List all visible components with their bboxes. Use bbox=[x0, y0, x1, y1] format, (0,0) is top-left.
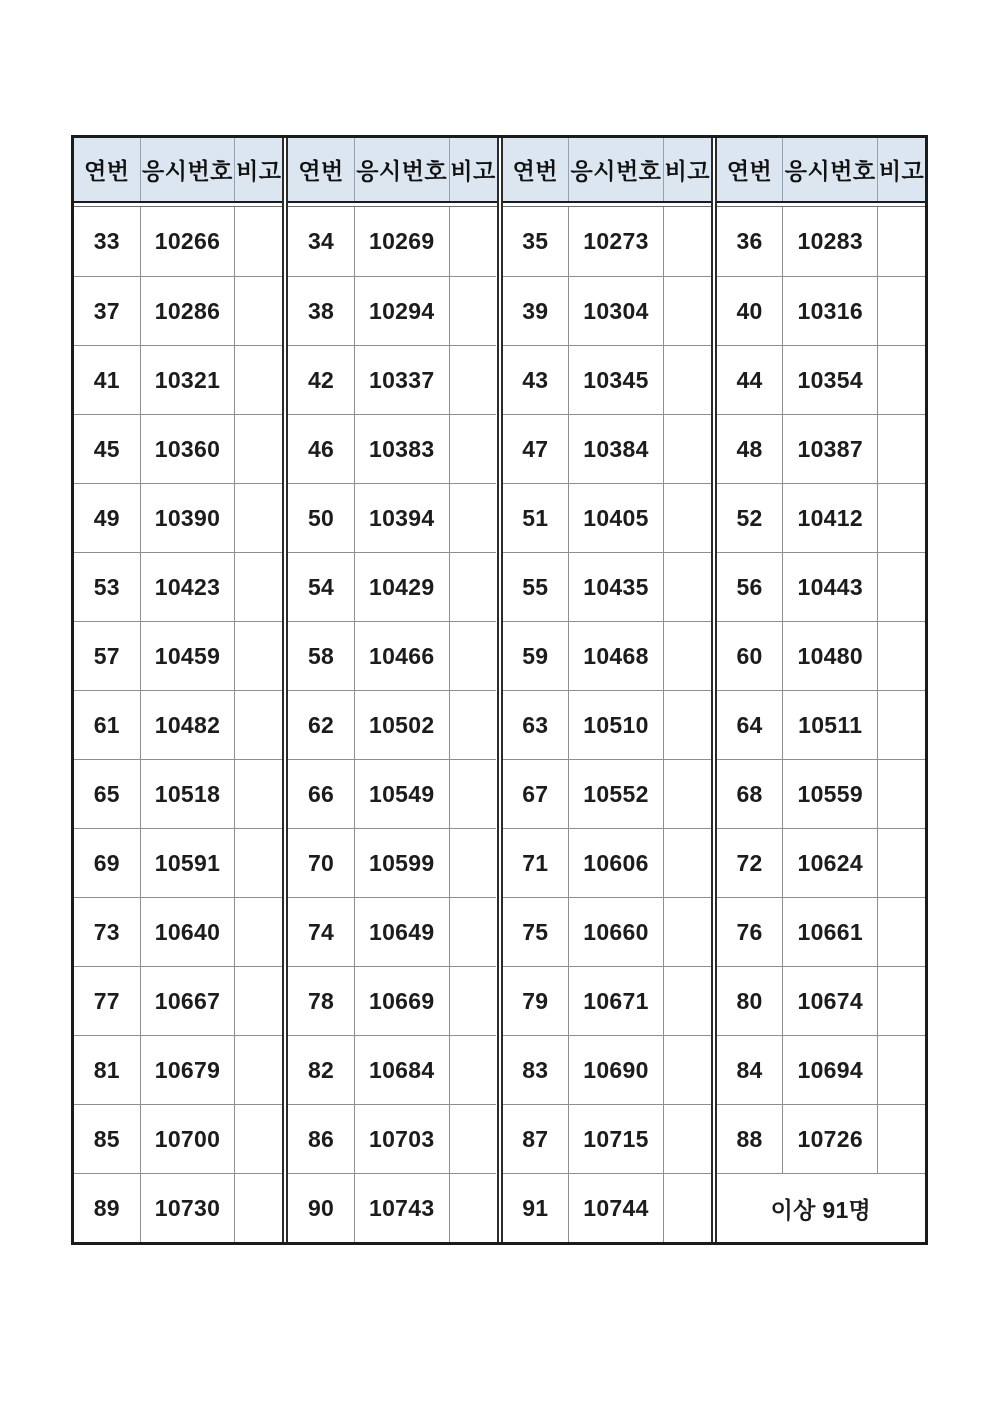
header-cell-exam-number: 응시번호 bbox=[782, 138, 877, 201]
exam-number-cell: 10552 bbox=[568, 759, 663, 828]
remark-cell bbox=[449, 1173, 497, 1242]
exam-number-cell: 10304 bbox=[568, 276, 663, 345]
serial-cell: 62 bbox=[288, 690, 354, 759]
remark-cell bbox=[449, 1035, 497, 1104]
exam-number-cell: 10640 bbox=[140, 897, 235, 966]
exam-number-cell: 10466 bbox=[354, 621, 449, 690]
exam-number-cell: 10599 bbox=[354, 828, 449, 897]
table-group-body bbox=[717, 206, 925, 1242]
exam-number-cell: 10661 bbox=[782, 897, 877, 966]
header-cell-remark: 비고 bbox=[877, 138, 925, 201]
serial-cell: 47 bbox=[503, 414, 569, 483]
serial-cell: 75 bbox=[503, 897, 569, 966]
serial-cell: 53 bbox=[74, 552, 140, 621]
serial-cell: 85 bbox=[74, 1104, 140, 1173]
table-group bbox=[715, 138, 925, 1242]
serial-cell: 50 bbox=[288, 483, 354, 552]
remark-cell bbox=[877, 897, 925, 966]
serial-cell: 81 bbox=[74, 1035, 140, 1104]
exam-number-cell: 10559 bbox=[782, 759, 877, 828]
remark-cell bbox=[877, 621, 925, 690]
serial-cell: 90 bbox=[288, 1173, 354, 1242]
remark-cell bbox=[449, 276, 497, 345]
remark-cell bbox=[449, 828, 497, 897]
serial-cell: 42 bbox=[288, 345, 354, 414]
table-group-body bbox=[503, 206, 711, 1242]
serial-cell: 88 bbox=[717, 1104, 783, 1173]
serial-cell: 84 bbox=[717, 1035, 783, 1104]
serial-cell: 56 bbox=[717, 552, 783, 621]
header-cell-serial: 연번 bbox=[726, 158, 773, 184]
remark-cell bbox=[234, 1035, 282, 1104]
remark-cell bbox=[877, 828, 925, 897]
exam-number-cell: 10726 bbox=[782, 1104, 877, 1173]
table-group-body bbox=[74, 206, 282, 1242]
exam-number-cell: 10337 bbox=[354, 345, 449, 414]
serial-cell: 79 bbox=[503, 966, 569, 1035]
serial-cell: 77 bbox=[74, 966, 140, 1035]
remark-cell bbox=[663, 690, 711, 759]
serial-cell: 41 bbox=[74, 345, 140, 414]
exam-number-cell: 10671 bbox=[568, 966, 663, 1035]
remark-cell bbox=[877, 966, 925, 1035]
serial-cell: 52 bbox=[717, 483, 783, 552]
header-cell-remark: 비고 bbox=[663, 138, 711, 201]
serial-cell: 61 bbox=[74, 690, 140, 759]
table-group-header bbox=[74, 138, 282, 203]
exam-number-cell: 10502 bbox=[354, 690, 449, 759]
serial-cell: 49 bbox=[74, 483, 140, 552]
exam-number-cell: 10405 bbox=[568, 483, 663, 552]
serial-cell: 38 bbox=[288, 276, 354, 345]
remark-cell bbox=[663, 1104, 711, 1173]
exam-number-cell: 10316 bbox=[782, 276, 877, 345]
remark-cell bbox=[234, 759, 282, 828]
exam-number-cell: 10283 bbox=[782, 207, 877, 276]
exam-number-cell: 10480 bbox=[782, 621, 877, 690]
remark-cell bbox=[449, 759, 497, 828]
table-group bbox=[286, 138, 498, 1242]
serial-cell: 64 bbox=[717, 690, 783, 759]
serial-cell: 36 bbox=[736, 228, 763, 254]
header-cell-remark: 비고 bbox=[234, 138, 282, 201]
serial-cell: 39 bbox=[503, 276, 569, 345]
exam-number-cell: 10669 bbox=[354, 966, 449, 1035]
serial-cell: 68 bbox=[717, 759, 783, 828]
remark-cell bbox=[449, 483, 497, 552]
exam-number-cell: 10321 bbox=[140, 345, 235, 414]
exam-number-cell: 10412 bbox=[782, 483, 877, 552]
exam-number-cell: 10394 bbox=[354, 483, 449, 552]
exam-number-cell: 10667 bbox=[140, 966, 235, 1035]
remark-cell bbox=[877, 1035, 925, 1104]
exam-number-cell: 10690 bbox=[568, 1035, 663, 1104]
exam-number-cell: 10591 bbox=[140, 828, 235, 897]
table-group-body bbox=[288, 206, 496, 1242]
exam-number-cell: 10703 bbox=[354, 1104, 449, 1173]
remark-cell bbox=[449, 207, 497, 276]
exam-number-cell: 10273 bbox=[568, 207, 663, 276]
exam-number-cell: 10700 bbox=[140, 1104, 235, 1173]
serial-cell: 46 bbox=[288, 414, 354, 483]
remark-cell bbox=[234, 207, 282, 276]
exam-number-cell: 10387 bbox=[782, 414, 877, 483]
serial-cell: 91 bbox=[503, 1173, 569, 1242]
exam-number-cell: 10510 bbox=[568, 690, 663, 759]
remark-cell bbox=[877, 345, 925, 414]
exam-number-cell: 10715 bbox=[568, 1104, 663, 1173]
exam-number-cell: 10354 bbox=[782, 345, 877, 414]
remark-cell bbox=[234, 621, 282, 690]
serial-cell: 33 bbox=[93, 228, 120, 254]
serial-cell: 80 bbox=[717, 966, 783, 1035]
table-group-header bbox=[503, 138, 711, 203]
serial-cell: 55 bbox=[503, 552, 569, 621]
summary-cell: 이상 91명 bbox=[717, 1173, 925, 1242]
serial-cell: 82 bbox=[288, 1035, 354, 1104]
remark-cell bbox=[234, 276, 282, 345]
remark-cell bbox=[663, 414, 711, 483]
exam-number-cell: 10286 bbox=[140, 276, 235, 345]
serial-cell: 45 bbox=[74, 414, 140, 483]
remark-cell bbox=[449, 897, 497, 966]
exam-number-cell: 10345 bbox=[568, 345, 663, 414]
remark-cell bbox=[234, 1104, 282, 1173]
exam-number-cell: 10549 bbox=[354, 759, 449, 828]
remark-cell bbox=[449, 1104, 497, 1173]
exam-number-cell: 10435 bbox=[568, 552, 663, 621]
remark-cell bbox=[234, 414, 282, 483]
remark-cell bbox=[234, 483, 282, 552]
serial-cell: 48 bbox=[717, 414, 783, 483]
serial-cell: 66 bbox=[288, 759, 354, 828]
serial-cell: 67 bbox=[503, 759, 569, 828]
serial-cell: 63 bbox=[503, 690, 569, 759]
serial-cell: 60 bbox=[717, 621, 783, 690]
exam-number-cell: 10674 bbox=[782, 966, 877, 1035]
serial-cell: 74 bbox=[288, 897, 354, 966]
serial-cell: 87 bbox=[503, 1104, 569, 1173]
remark-cell bbox=[449, 414, 497, 483]
table-group bbox=[501, 138, 713, 1242]
exam-number-cell: 10511 bbox=[782, 690, 877, 759]
remark-cell bbox=[877, 690, 925, 759]
remark-cell bbox=[449, 690, 497, 759]
header-cell-exam-number: 응시번호 bbox=[140, 138, 235, 201]
serial-cell: 78 bbox=[288, 966, 354, 1035]
header-cell-serial: 연번 bbox=[84, 158, 130, 184]
exam-number-cell: 10694 bbox=[782, 1035, 877, 1104]
remark-cell bbox=[663, 966, 711, 1035]
serial-cell: 35 bbox=[522, 228, 549, 254]
header-cell-exam-number: 응시번호 bbox=[568, 138, 663, 201]
exam-number-cell: 10390 bbox=[140, 483, 235, 552]
remark-cell bbox=[663, 621, 711, 690]
serial-cell: 73 bbox=[74, 897, 140, 966]
remark-cell bbox=[234, 690, 282, 759]
serial-cell: 71 bbox=[503, 828, 569, 897]
remark-cell bbox=[234, 345, 282, 414]
serial-cell: 57 bbox=[74, 621, 140, 690]
serial-cell: 44 bbox=[717, 345, 783, 414]
remark-cell bbox=[449, 345, 497, 414]
remark-cell bbox=[663, 759, 711, 828]
exam-number-cell: 10649 bbox=[354, 897, 449, 966]
serial-cell: 59 bbox=[503, 621, 569, 690]
table-group bbox=[74, 138, 284, 1242]
exam-number-cell: 10730 bbox=[140, 1173, 235, 1242]
exam-number-cell: 10743 bbox=[354, 1173, 449, 1242]
header-cell-serial: 연번 bbox=[298, 158, 344, 184]
serial-cell: 43 bbox=[503, 345, 569, 414]
exam-number-cell: 10482 bbox=[140, 690, 235, 759]
exam-number-cell: 10606 bbox=[568, 828, 663, 897]
remark-cell bbox=[663, 828, 711, 897]
exam-number-cell: 10384 bbox=[568, 414, 663, 483]
serial-cell: 54 bbox=[288, 552, 354, 621]
header-cell-serial: 연번 bbox=[512, 158, 559, 184]
remark-cell bbox=[234, 966, 282, 1035]
table-group-header bbox=[288, 138, 496, 203]
exam-number-cell: 10744 bbox=[568, 1173, 663, 1242]
remark-cell bbox=[877, 1104, 925, 1173]
serial-cell: 65 bbox=[74, 759, 140, 828]
header-cell-exam-number: 응시번호 bbox=[354, 138, 449, 201]
serial-cell: 69 bbox=[74, 828, 140, 897]
remark-cell bbox=[877, 276, 925, 345]
exam-number-cell: 10679 bbox=[140, 1035, 235, 1104]
serial-cell: 37 bbox=[74, 276, 140, 345]
serial-cell: 72 bbox=[717, 828, 783, 897]
remark-cell bbox=[663, 483, 711, 552]
remark-cell bbox=[234, 552, 282, 621]
serial-cell: 76 bbox=[717, 897, 783, 966]
exam-number-cell: 10459 bbox=[140, 621, 235, 690]
remark-cell bbox=[234, 897, 282, 966]
serial-cell: 83 bbox=[503, 1035, 569, 1104]
remark-cell bbox=[877, 552, 925, 621]
exam-number-cell: 10429 bbox=[354, 552, 449, 621]
exam-number-cell: 10660 bbox=[568, 897, 663, 966]
remark-cell bbox=[663, 345, 711, 414]
exam-number-cell: 10266 bbox=[140, 207, 235, 276]
exam-number-cell: 10360 bbox=[140, 414, 235, 483]
serial-cell: 51 bbox=[503, 483, 569, 552]
header-cell-remark: 비고 bbox=[449, 138, 497, 201]
remark-cell bbox=[234, 1173, 282, 1242]
serial-cell: 34 bbox=[307, 228, 335, 254]
serial-cell: 40 bbox=[717, 276, 783, 345]
remark-cell bbox=[663, 897, 711, 966]
remark-cell bbox=[663, 207, 711, 276]
serial-cell: 89 bbox=[74, 1173, 140, 1242]
remark-cell bbox=[877, 483, 925, 552]
exam-number-cell: 10518 bbox=[140, 759, 235, 828]
exam-number-cell: 10468 bbox=[568, 621, 663, 690]
exam-number-cell: 10383 bbox=[354, 414, 449, 483]
exam-number-cell: 10684 bbox=[354, 1035, 449, 1104]
remark-cell bbox=[449, 621, 497, 690]
exam-number-cell: 10423 bbox=[140, 552, 235, 621]
remark-cell bbox=[877, 414, 925, 483]
table-group-header bbox=[717, 138, 925, 203]
exam-number-cell: 10269 bbox=[354, 207, 449, 276]
attendance-table bbox=[71, 135, 928, 1245]
remark-cell bbox=[663, 276, 711, 345]
remark-cell bbox=[449, 966, 497, 1035]
remark-cell bbox=[663, 552, 711, 621]
remark-cell bbox=[877, 207, 925, 276]
remark-cell bbox=[877, 759, 925, 828]
remark-cell bbox=[663, 1035, 711, 1104]
serial-cell: 58 bbox=[288, 621, 354, 690]
serial-cell: 86 bbox=[288, 1104, 354, 1173]
remark-cell bbox=[449, 552, 497, 621]
remark-cell bbox=[234, 828, 282, 897]
exam-number-cell: 10443 bbox=[782, 552, 877, 621]
serial-cell: 70 bbox=[288, 828, 354, 897]
exam-number-cell: 10294 bbox=[354, 276, 449, 345]
remark-cell bbox=[663, 1173, 711, 1242]
exam-number-cell: 10624 bbox=[782, 828, 877, 897]
